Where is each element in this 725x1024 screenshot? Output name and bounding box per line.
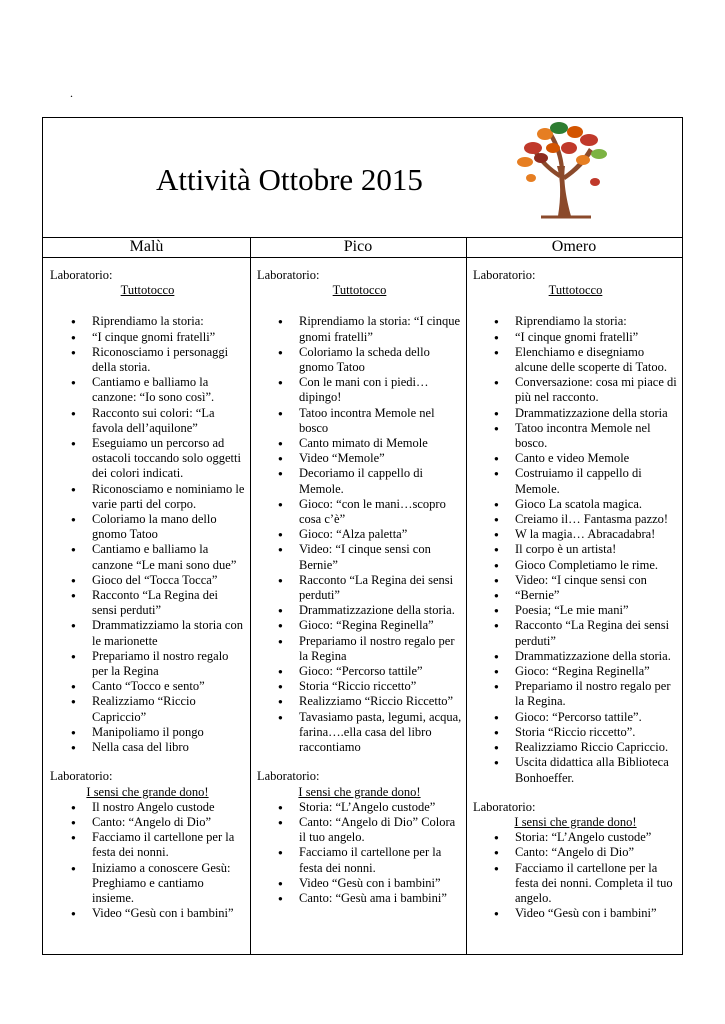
lab-title: I sensi che grande dono! [514, 814, 637, 829]
list-item: ● Con le mani con i piedi… dipingo! [257, 375, 462, 405]
list-item: ● Poesia; “Le mie mani” [473, 603, 678, 618]
list-item: ● W la magia… Abracadabra! [473, 527, 678, 542]
list-item: ● Video: “I cinque sensi con [473, 573, 678, 588]
autumn-tree-icon [503, 118, 623, 222]
list-item: ● “I cinque gnomi fratelli” [50, 330, 245, 345]
list-item: ● Realizziamo “Riccio Riccetto” [257, 694, 462, 709]
list-item: ● Canto e video Memole [473, 451, 678, 466]
list-item: ● Racconto “La Regina dei sensi perduti” [473, 618, 678, 648]
list-item: ● Il corpo è un artista! [473, 542, 678, 557]
list-item: ● Canto: “Angelo di Dio” [50, 815, 245, 830]
column-header-malu: Malù [129, 238, 164, 255]
list-item: ● Video: “I cinque sensi con Bernie” [257, 542, 462, 572]
lab-label: Laboratorio: [257, 268, 320, 282]
lab-title: I sensi che grande dono! [86, 784, 209, 799]
list-item: ● Racconto “La Regina dei sensi perduti” [50, 588, 245, 618]
activity-list [50, 314, 245, 755]
list-item: ● “I cinque gnomi fratelli” [473, 330, 678, 345]
activity-list [257, 800, 462, 906]
list-item: ● Creiamo il… Fantasma pazzo! [473, 512, 678, 527]
list-item: ● Riconosciamo i personaggi della storia. [50, 345, 245, 375]
list-item: ● Coloriamo la scheda dello gnomo Tatoo [257, 345, 462, 375]
activity-list [473, 830, 678, 921]
activity-list [257, 314, 462, 755]
list-item: ● Facciamo il cartellone per la festa dei nonni. Completa il tuo angelo. [473, 861, 678, 907]
activity-list [50, 800, 245, 922]
lab-label: Laboratorio: [473, 799, 536, 814]
list-item: ● Costruiamo il cappello di Memole. [473, 466, 678, 496]
list-item: ● Coloriamo la mano dello gnomo Tatoo [50, 512, 245, 542]
list-item: ● Video “Gesù con i bambini” [257, 876, 462, 891]
page-title: Attività Ottobre 2015 [156, 162, 423, 197]
title-row [43, 118, 682, 238]
lab-title: Tuttotocco [120, 283, 175, 298]
list-item: ● Riconosciamo e nominiamo le varie parti del corpo. [50, 482, 245, 512]
list-item: ● Gioco: “Regina Reginella” [473, 664, 678, 679]
list-item: ● Iniziamo a conoscere Gesù: Preghiamo e cantiamo insieme. [50, 861, 245, 907]
list-item: ● Riprendiamo la storia: [473, 314, 678, 329]
stray-dot: . [70, 86, 73, 100]
column-header-row [43, 237, 682, 258]
list-item: ● Uscita didattica alla Biblioteca Bonhoeffer. [473, 755, 678, 785]
list-item: ● Storia “Riccio riccetto” [257, 679, 462, 694]
list-item: ● Gioco: “Percorso tattile”. [473, 710, 678, 725]
list-item: ● Drammatizzazione della storia. [473, 649, 678, 664]
list-item: ● Nella casa del libro [50, 740, 245, 755]
column-header-omero: Omero [551, 238, 597, 255]
column-malu [50, 268, 245, 921]
list-item: ● Tatoo incontra Memole nel bosco [257, 406, 462, 436]
list-item: ● Drammatizzazione della storia [473, 406, 678, 421]
list-item: ● Facciamo il cartellone per la festa dei nonni. [50, 830, 245, 860]
list-item: ● Canto mimato di Memole [257, 436, 462, 451]
column-divider [466, 237, 467, 954]
list-item: ● Tavasiamo pasta, legumi, acqua, farina….ella casa del libro raccontiamo [257, 710, 462, 756]
list-item: ● Gioco: “Percorso tattile” [257, 664, 462, 679]
list-item: ● Canto: “Angelo di Dio” [473, 845, 678, 860]
list-item: ● Facciamo il cartellone per la festa dei nonni. [257, 845, 462, 875]
list-item: ● Eseguiamo un percorso ad ostacoli toccando solo oggetti dei colori indicati. [50, 436, 245, 482]
list-item: ● Gioco La scatola magica. [473, 497, 678, 512]
list-item: ● Gioco Completiamo le rime. [473, 558, 678, 573]
list-item: ● Gioco: “con le mani…scopro cosa c’è” [257, 497, 462, 527]
list-item: ● Prepariamo il nostro regalo per la Regina [257, 634, 462, 664]
lab-title: Tuttotocco [548, 283, 603, 298]
column-omero [473, 268, 678, 921]
list-item: ● Realizziamo “Riccio Capriccio” [50, 694, 245, 724]
list-item: ● Racconto sui colori: “La favola dell’aquilone” [50, 406, 245, 436]
list-item: ● Realizziamo Riccio Capriccio. [473, 740, 678, 755]
list-item: ● Video “Memole” [257, 451, 462, 466]
list-item: ● Prepariamo il nostro regalo per la Regina [50, 649, 245, 679]
list-item: ● Racconto “La Regina dei sensi perduti” [257, 573, 462, 603]
list-item: ● Manipoliamo il pongo [50, 725, 245, 740]
lab-title: Tuttotocco [332, 283, 387, 298]
list-item: ● Elenchiamo e disegniamo alcune delle scoperte di Tatoo. [473, 345, 678, 375]
list-item: ● Storia “Riccio riccetto”. [473, 725, 678, 740]
list-item: ● Conversazione: cosa mi piace di più nel racconto. [473, 375, 678, 405]
list-item: ● Il nostro Angelo custode [50, 800, 245, 815]
list-item: ● Drammatizzazione della storia. [257, 603, 462, 618]
list-item: ● Canto: “Angelo di Dio” Colora il tuo angelo. [257, 815, 462, 845]
column-pico [257, 268, 462, 906]
list-item: ● Cantiamo e balliamo la canzone “Le mani sono due” [50, 542, 245, 572]
list-item: ● Tatoo incontra Memole nel bosco. [473, 421, 678, 451]
lab-label: Laboratorio: [257, 769, 320, 784]
column-divider [250, 237, 251, 954]
list-item: ● Video “Gesù con i bambini” [50, 906, 245, 921]
list-item: ● Storia: “L’Angelo custode” [257, 800, 462, 815]
list-item: ● Drammatizziamo la storia con le marionette [50, 618, 245, 648]
list-item: ● Canto “Tocco e sento” [50, 679, 245, 694]
list-item: ● Riprendiamo la storia: [50, 314, 245, 329]
activity-list [473, 314, 678, 785]
list-item: ● Gioco: “Regina Reginella” [257, 618, 462, 633]
lab-title: I sensi che grande dono! [298, 784, 421, 799]
list-item: ● Gioco: “Alza paletta” [257, 527, 462, 542]
list-item: ● Prepariamo il nostro regalo per la Regina. [473, 679, 678, 709]
list-item: ● Cantiamo e balliamo la canzone: “Io sono così”. [50, 375, 245, 405]
list-item: ● “Bernie” [473, 588, 678, 603]
lab-label: Laboratorio: [50, 769, 113, 784]
lab-label: Laboratorio: [473, 268, 536, 282]
column-header-pico: Pico [343, 238, 373, 255]
lab-label: Laboratorio: [50, 268, 113, 282]
list-item: ● Gioco del “Tocca Tocca” [50, 573, 245, 588]
list-item: ● Video “Gesù con i bambini” [473, 906, 678, 921]
list-item: ● Riprendiamo la storia: “I cinque gnomi fratelli” [257, 314, 462, 344]
list-item: ● Storia: “L’Angelo custode” [473, 830, 678, 845]
list-item: ● Canto: “Gesù ama i bambini” [257, 891, 462, 906]
activities-table [42, 117, 683, 955]
list-item: ● Decoriamo il cappello di Memole. [257, 466, 462, 496]
